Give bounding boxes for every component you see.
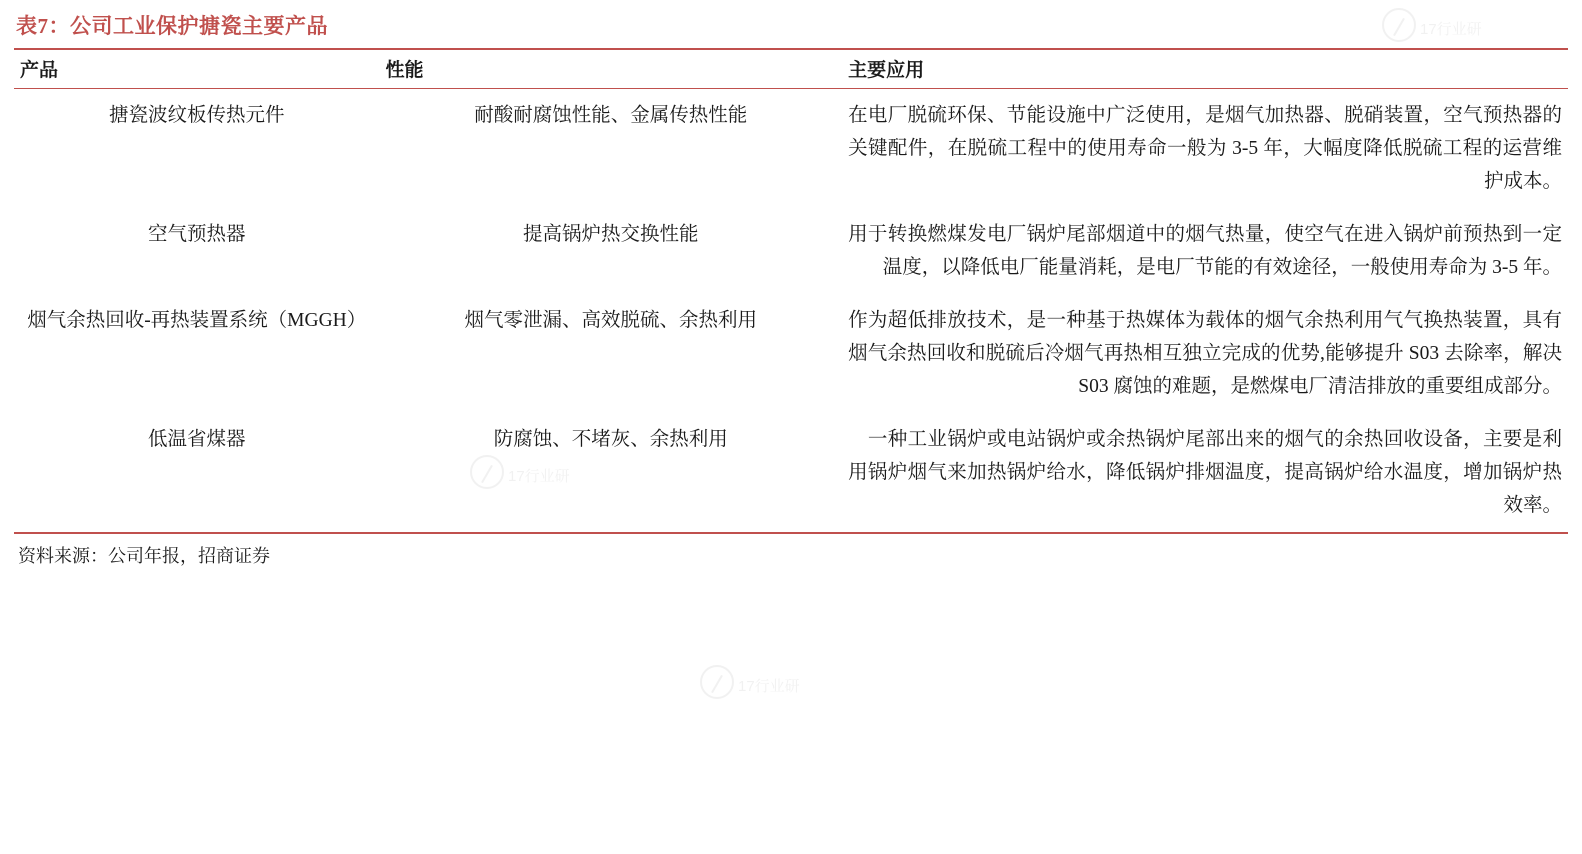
cell-performance: 耐酸耐腐蚀性能、金属传热性能	[474, 105, 748, 126]
products-table	[14, 50, 1568, 88]
column-header-product: 产品	[20, 60, 59, 81]
cell-application: 在电厂脱硫环保、节能设施中广泛使用，是烟气加热器、脱硝装置，空气预热器的关键配件，在脱硫工程中的使用寿命一般为 3-5 年，大幅度降低脱硫工程的运营维护成本。	[848, 105, 1562, 192]
table-row	[14, 294, 1568, 413]
cell-performance: 提高锅炉热交换性能	[523, 224, 699, 245]
cell-product: 低温省煤器	[147, 429, 246, 450]
cell-application: 作为超低排放技术，是一种基于热媒体为载体的烟气余热利用气气换热装置，具有烟气余热回收和脱硫后冷烟气再热相互独立完成的优势,能够提升 S03 去除率，解决 S03 腐蚀的难题，是燃煤电厂清洁排放的重要组成部分。	[848, 310, 1562, 397]
column-header-application: 主要应用	[848, 60, 925, 81]
table-row	[14, 413, 1568, 532]
table-row	[14, 89, 1568, 208]
cell-product: 搪瓷波纹板传热元件	[108, 105, 285, 126]
cell-performance: 烟气零泄漏、高效脱硫、余热利用	[464, 310, 758, 331]
column-header-performance: 性能	[385, 60, 424, 81]
source-note: 资料来源：公司年报，招商证券	[18, 546, 270, 566]
watermark-text: 17行业研	[738, 678, 800, 695]
cell-application: 一种工业锅炉或电站锅炉或余热锅炉尾部出来的烟气的余热回收设备，主要是利用锅炉烟气来加热锅炉给水，降低锅炉排烟温度，提高锅炉给水温度，增加锅炉热效率。	[848, 429, 1562, 516]
watermark-ring-icon	[700, 665, 734, 699]
cell-product: 烟气余热回收-再热装置系统（MGGH）	[27, 310, 367, 331]
table-title: 表7：公司工业保护搪瓷主要产品	[16, 14, 328, 38]
table-row	[14, 208, 1568, 294]
table-header-row	[14, 50, 1568, 88]
cell-application: 用于转换燃煤发电厂锅炉尾部烟道中的烟气热量，使空气在进入锅炉前预热到一定温度，以降低电厂能量消耗，是电厂节能的有效途径，一般使用寿命为 3-5 年。	[848, 224, 1562, 278]
cell-performance: 防腐蚀、不堵灰、余热利用	[493, 429, 728, 450]
watermark-text: 17行业研	[508, 468, 570, 485]
watermark-text: 17行业研	[1420, 21, 1482, 38]
cell-product: 空气预热器	[147, 224, 246, 245]
products-table-body	[14, 89, 1568, 532]
